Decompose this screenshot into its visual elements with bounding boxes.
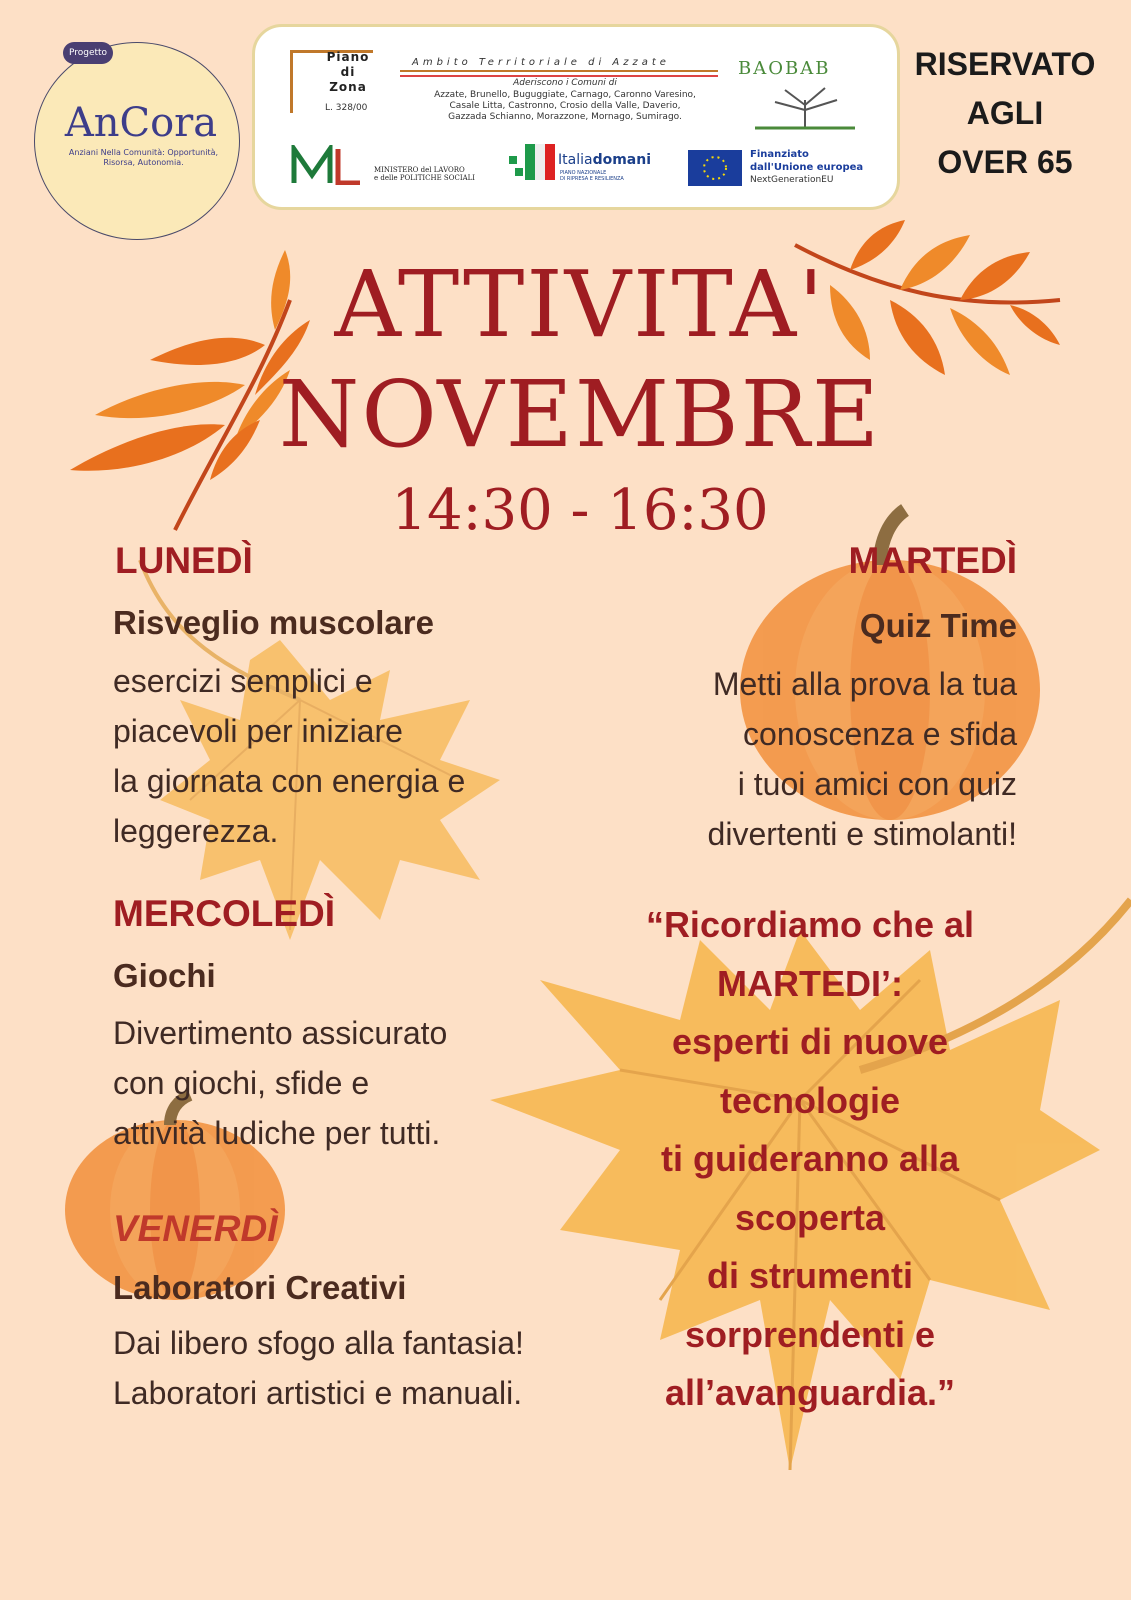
logo-name: AnCora <box>64 100 218 146</box>
audience-notice: RISERVATO AGLI OVER 65 <box>914 46 1096 180</box>
monday-description: esercizi semplici e piacevoli per iniziare la giornata con energia e leggerezza. <box>113 663 466 849</box>
italiadomani-sub: PIANO NAZIONALE DI RIPRESA E RESILIENZA <box>560 170 624 182</box>
wednesday-description: Divertimento assicurato con giochi, sfide e attività ludiche per tutti. <box>113 1015 448 1151</box>
comuni-heading: Aderiscono i Comuni di <box>513 78 617 88</box>
monday-title: LUNEDÌ <box>115 540 253 581</box>
tuesday-description: Metti alla prova la tua conoscenza e sfida i tuoi amici con quiz divertenti e stimolanti! <box>707 666 1017 852</box>
friday-title: VENERDÌ <box>113 1208 278 1249</box>
page-title: ATTIVITA' NOVEMBRE <box>278 251 882 468</box>
ambito-title: Ambito Territoriale di Azzate <box>412 57 670 68</box>
baobab-logo: BAOBAB <box>738 58 831 79</box>
tuesday-title: MARTEDÌ <box>848 540 1017 581</box>
tuesday-reminder-quote: “Ricordiamo che al MARTEDI’: esperti di nuove tecnologie ti guideranno alla scoperta di strumenti sorprendenti e all’avanguardia.” <box>645 904 975 1413</box>
baobab-tree-icon <box>745 80 865 130</box>
eu-flag-icon <box>688 150 742 186</box>
eu-funding-label: Finanziato dall'Unione europea NextGenerationEU <box>750 149 864 185</box>
tuesday-activity: Quiz Time <box>859 607 1017 644</box>
ambito-divider <box>400 70 718 77</box>
piano-di-zona-label: Piano di Zona <box>326 50 370 94</box>
logo-badge: Progetto <box>63 42 113 64</box>
italiadomani-icon <box>505 142 555 182</box>
italiadomani-label: Italiadomani <box>558 152 652 168</box>
monday-activity: Risveglio muscolare <box>113 604 434 641</box>
hours: 14:30 - 16:30 <box>391 478 769 543</box>
logo-subtitle: Anziani Nella Comunità: Opportunità, Risorsa, Autonomia. <box>68 148 219 167</box>
friday-activity: Laboratori Creativi <box>113 1269 407 1306</box>
comuni-list: Azzate, Brunello, Buguggiate, Carnago, Caronno Varesino, Casale Litta, Castronno, Crosio della Valle, Daverio, Gazzada Schianno, Morazzone, Mornago, Sumirago. <box>434 90 696 122</box>
ministero-label: MINISTERO del LAVORO e delle POLITICHE SOCIALI <box>374 166 476 182</box>
friday-description: Dai libero sfogo alla fantasia! Laboratori artistici e manuali. <box>113 1325 524 1411</box>
law-reference: L. 328/00 <box>325 103 368 113</box>
wednesday-activity: Giochi <box>113 957 216 994</box>
wednesday-title: MERCOLEDÌ <box>113 893 335 934</box>
ministero-logo-icon <box>290 145 370 185</box>
